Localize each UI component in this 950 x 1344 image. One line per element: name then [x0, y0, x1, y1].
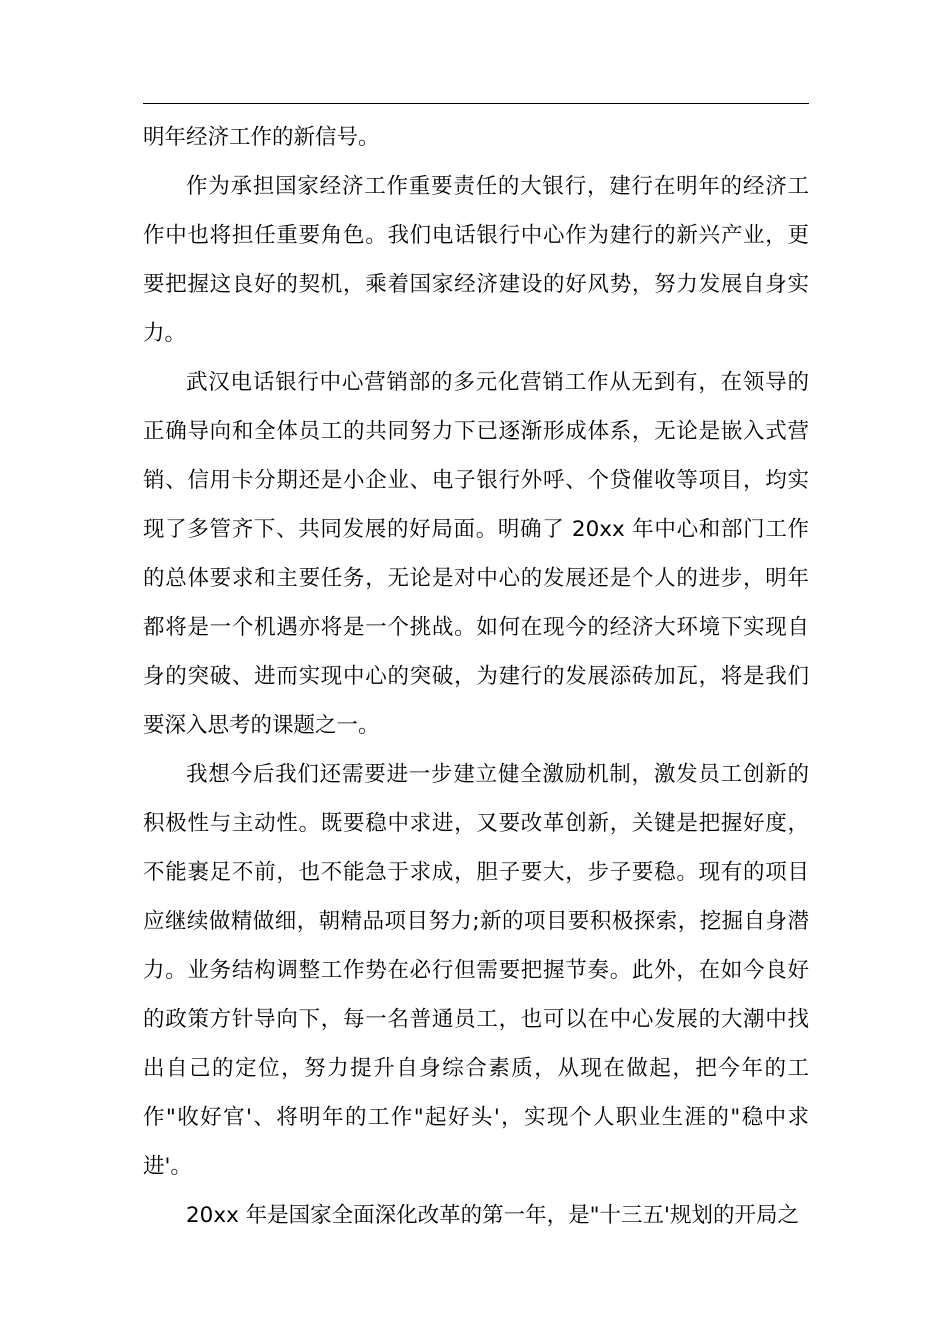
paragraph: 我想今后我们还需要进一步建立健全激励机制，激发员工创新的积极性与主动性。既要稳中求进，又要改革创新，关键是把握好度，不能裹足不前，也不能急于求成，胆子要大，步子要稳。现有的项目应继续做精做细，朝精品项目努力;新的项目要积极探索，挖掘自身潜力。业务结构调整工作势在必行但需要把握节奏。此外，在如今良好的政策方针导向下，每一名普通员工，也可以在中心发展的大潮中找出自己的定位，努力提升自身综合素质，从现在做起，把今年的工作"收好官'、将明年的工作"起好头'，实现个人职业生涯的"稳中求进'。: [143, 762, 809, 1179]
document-body: [143, 113, 809, 1240]
header-rule: [143, 103, 809, 104]
paragraph: 武汉电话银行中心营销部的多元化营销工作从无到有，在领导的正确导向和全体员工的共同努力下已逐渐形成体系，无论是嵌入式营销、信用卡分期还是小企业、电子银行外呼、个贷催收等项目，均实现了多管齐下、共同发展的好局面。明确了 20xx 年中心和部门工作的总体要求和主要任务，无论是对中心的发展还是个人的进步，明年都将是一个机遇亦将是一个挑战。如何在现今的经济大环境下实现自身的突破、进而实现中心的突破，为建行的发展添砖加瓦，将是我们要深入思考的课题之一。: [143, 370, 809, 738]
paragraph: 作为承担国家经济工作重要责任的大银行，建行在明年的经济工作中也将担任重要角色。我们电话银行中心作为建行的新兴产业，更要把握这良好的契机，乘着国家经济建设的好风势，努力发展自身实力。: [143, 174, 809, 346]
paragraph: 20xx 年是国家全面深化改革的第一年，是"十三五'规划的开局之: [186, 1203, 799, 1228]
paragraph: 明年经济工作的新信号。: [143, 125, 380, 150]
